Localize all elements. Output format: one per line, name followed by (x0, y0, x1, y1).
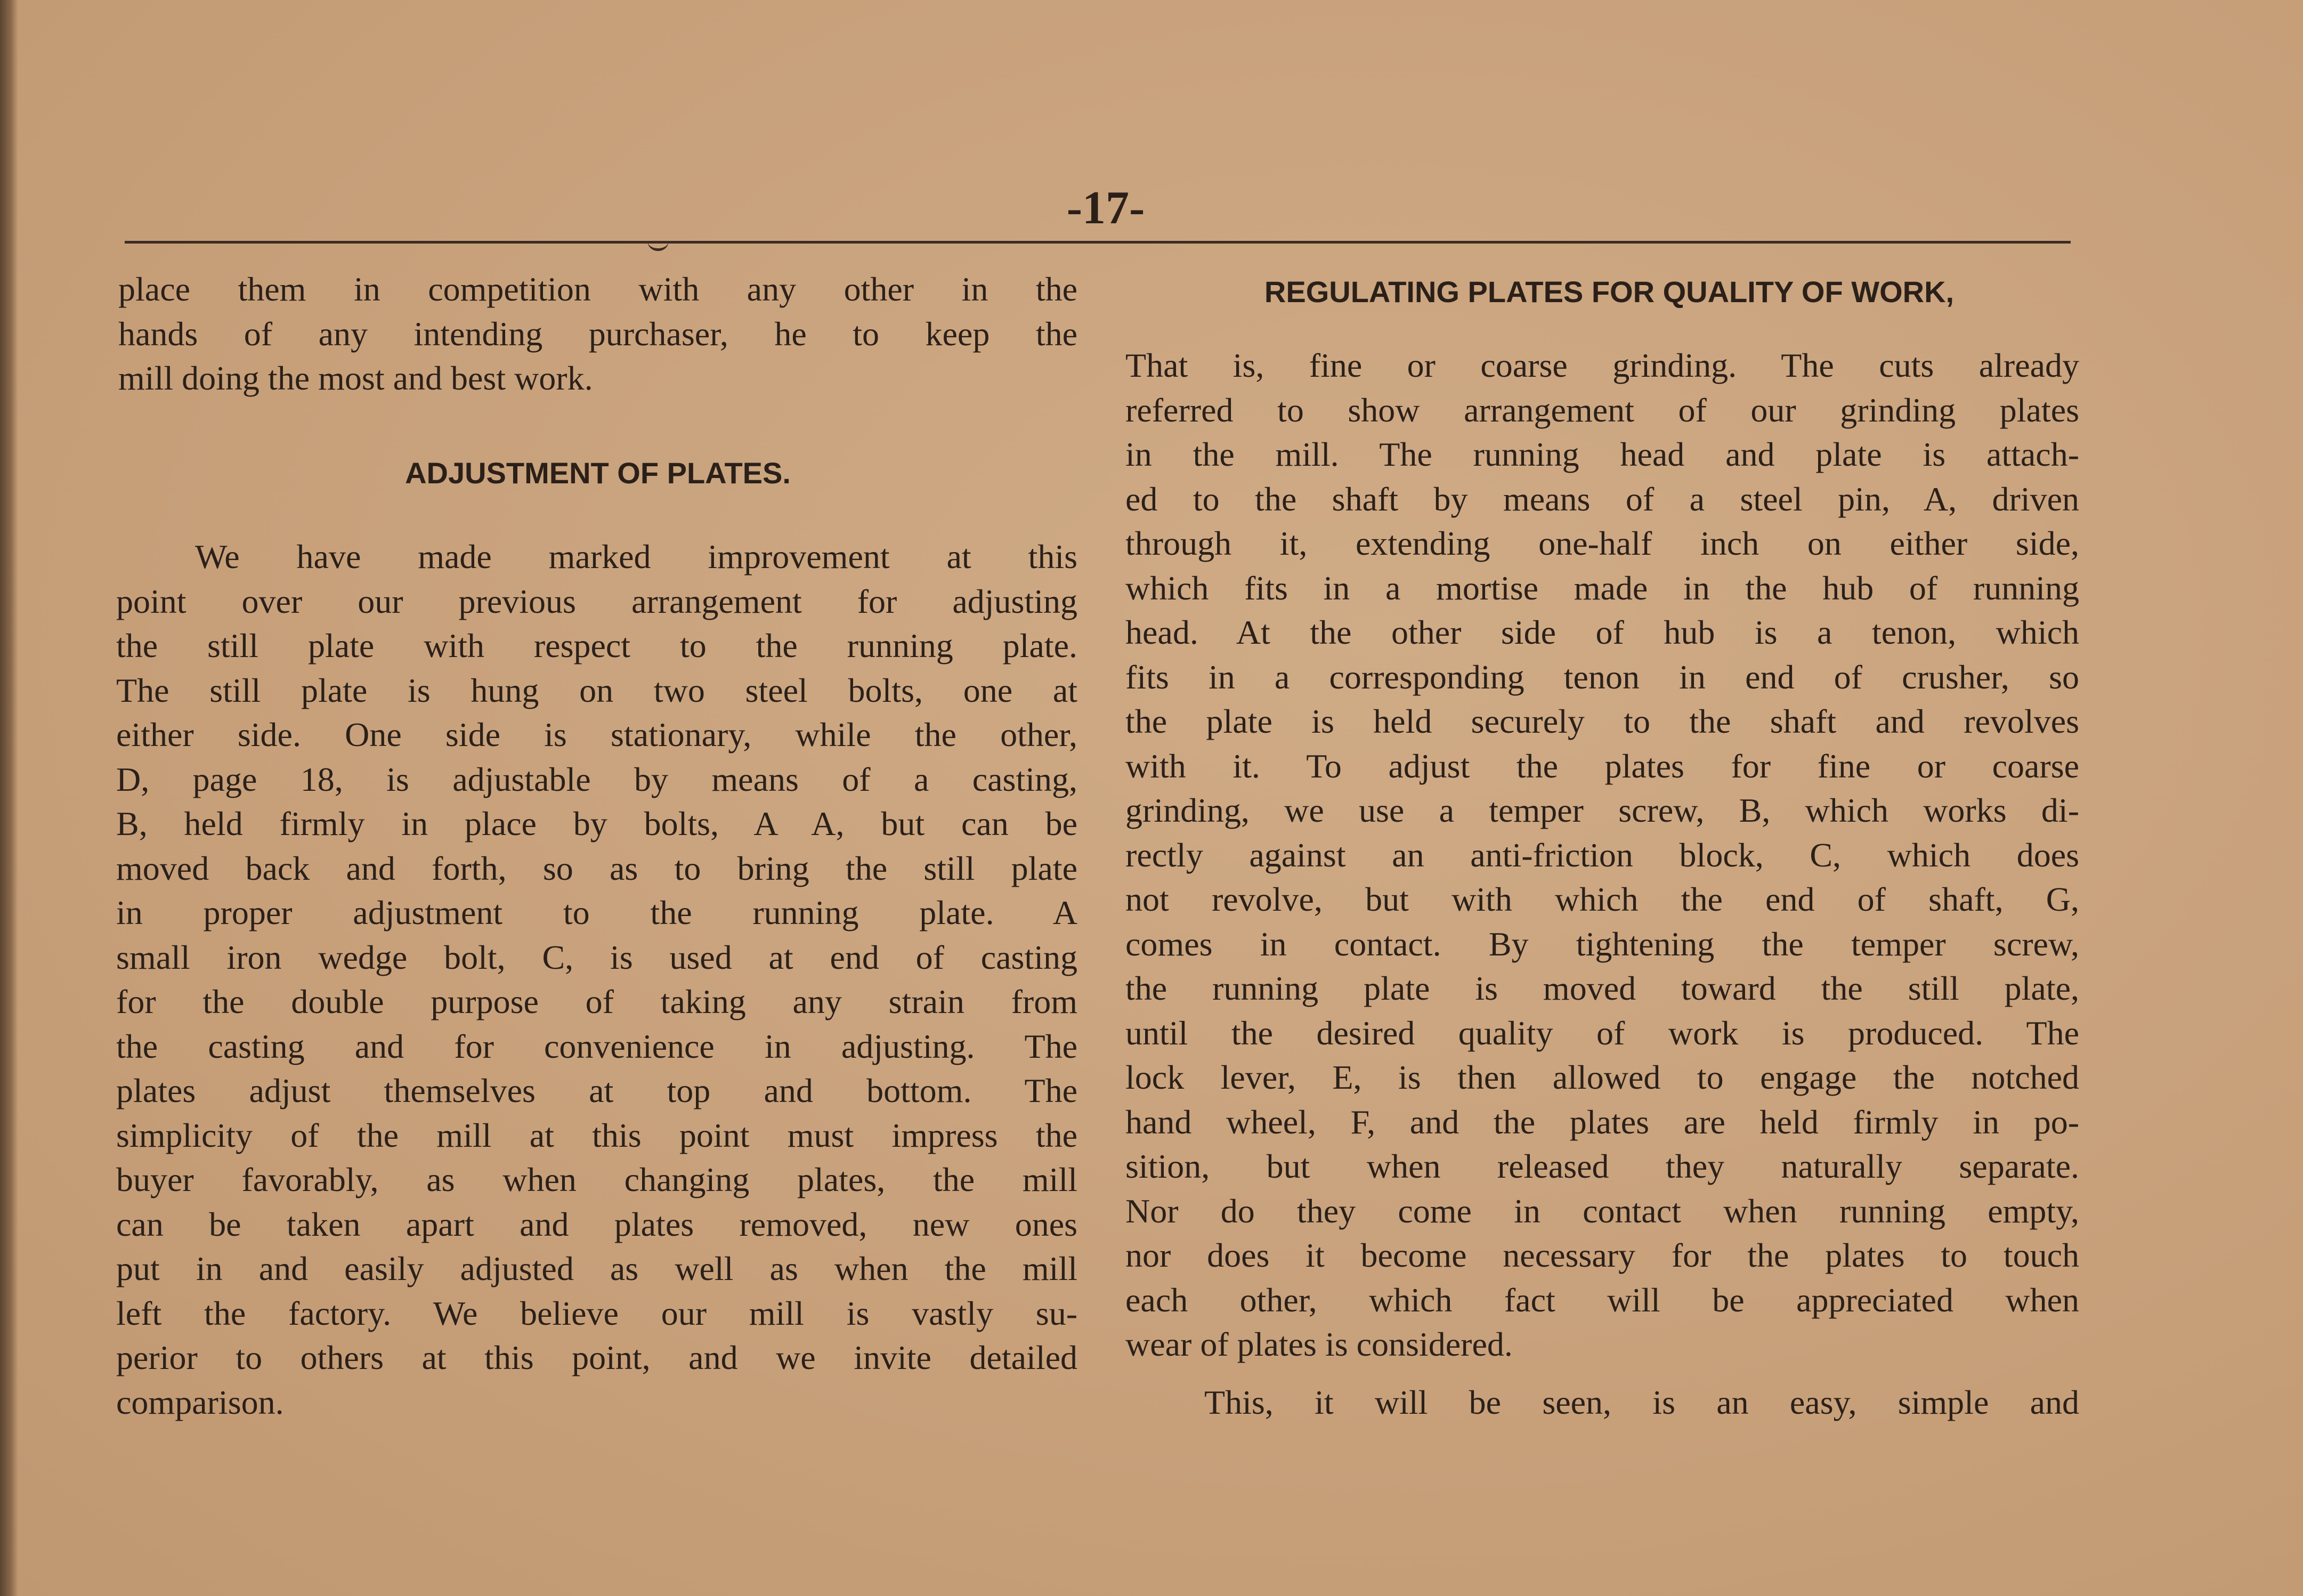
text-line: This, it will be seen, is an easy, simple and (1204, 1383, 2079, 1421)
text-line: which fits in a mortise made in the hub of running (1125, 569, 2079, 607)
text-line: comparison. (116, 1383, 284, 1421)
text-line: mill doing the most and best work. (118, 359, 593, 397)
text-line: wear of plates is considered. (1125, 1325, 1513, 1363)
text-line: D, page 18, is adjustable by means of a casting, (116, 760, 1077, 798)
text-line: with it. To adjust the plates for fine or coarse (1125, 747, 2079, 785)
text-line: grinding, we use a temper screw, B, which works di- (1125, 791, 2079, 829)
text-line: That is, fine or coarse grinding. The cuts already (1125, 346, 2079, 384)
text-line: not revolve, but with which the end of shaft, G, (1125, 880, 2079, 918)
text-line: the running plate is moved toward the still plate, (1125, 969, 2079, 1007)
text-line: We have made marked improvement at this (195, 538, 1077, 576)
text-line: plates adjust themselves at top and bottom. The (116, 1072, 1077, 1109)
text-line: put in and easily adjusted as well as when the mill (116, 1250, 1077, 1287)
text-line: The still plate is hung on two steel bolts, one at (116, 671, 1077, 709)
text-line: buyer favorably, as when changing plates, the mill (116, 1161, 1077, 1198)
text-line: either side. One side is stationary, while the other, (116, 716, 1077, 754)
text-line: head. At the other side of hub is a tenon, which (1125, 613, 2079, 651)
text-line: hand wheel, F, and the plates are held firmly in po- (1125, 1103, 2079, 1141)
text-line: referred to show arrangement of our grinding plates (1125, 391, 2079, 429)
text-line: the casting and for convenience in adjusting. The (116, 1027, 1077, 1065)
left-body-paragraph (116, 534, 1077, 1424)
left-intro-paragraph (118, 267, 1077, 401)
header-rule-notch (647, 241, 669, 251)
text-line: simplicity of the mill at this point must impress the (116, 1116, 1077, 1154)
text-line: rectly against an anti-friction block, C, which does (1125, 836, 2079, 874)
text-line: the plate is held securely to the shaft and revolves (1125, 702, 2079, 740)
text-line: comes in contact. By tightening the temper screw, (1125, 925, 2079, 963)
text-line: moved back and forth, so as to bring the still plate (116, 849, 1077, 887)
text-line: lock lever, E, is then allowed to engage the notched (1125, 1058, 2079, 1096)
text-line: Nor do they come in contact when running empty, (1125, 1192, 2079, 1230)
right-body-paragraph (1125, 343, 2079, 1367)
text-line: in the mill. The running head and plate is attach- (1125, 435, 2079, 473)
text-line: nor does it become necessary for the plates to touch (1125, 1236, 2079, 1274)
text-line: B, held firmly in place by bolts, A A, but can be (116, 805, 1077, 842)
text-line: sition, but when released they naturally separate. (1125, 1147, 2079, 1185)
text-line: in proper adjustment to the running plate. A (116, 894, 1077, 931)
left-heading: ADJUSTMENT OF PLATES. (405, 456, 791, 490)
text-line: place them in competition with any other in the (118, 270, 1077, 308)
page-binding-edge (0, 0, 18, 1596)
page-number: -17- (1066, 182, 1145, 234)
text-line: through it, extending one-half inch on either side, (1125, 524, 2079, 562)
header-rule (125, 241, 2071, 244)
text-line: each other, which fact will be appreciated when (1125, 1281, 2079, 1319)
text-line: for the double purpose of taking any strain from (116, 983, 1077, 1020)
text-line: can be taken apart and plates removed, new ones (116, 1205, 1077, 1243)
text-line: the still plate with respect to the running plate. (116, 627, 1077, 665)
text-line: point over our previous arrangement for adjusting (116, 582, 1077, 620)
text-line: fits in a corresponding tenon in end of crusher, so (1125, 658, 2079, 696)
right-heading: REGULATING PLATES FOR QUALITY OF WORK, (1264, 275, 1955, 309)
text-line: perior to others at this point, and we invite detailed (116, 1339, 1077, 1376)
text-line: hands of any intending purchaser, he to keep the (118, 314, 1077, 353)
text-line: until the desired quality of work is produced. The (1125, 1014, 2079, 1052)
text-line: small iron wedge bolt, C, is used at end of casting (116, 938, 1077, 976)
text-line: ed to the shaft by means of a steel pin, A, driven (1125, 480, 2079, 518)
text-line: left the factory. We believe our mill is vastly su- (116, 1294, 1077, 1332)
right-continuation-paragraph (1125, 1380, 2079, 1425)
